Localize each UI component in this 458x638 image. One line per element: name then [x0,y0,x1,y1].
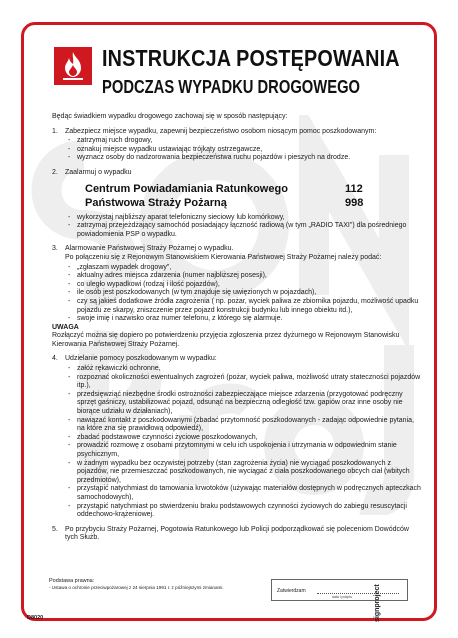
list-item: - „zgłaszam wypadek drogowy", [65,264,422,273]
signature-caption: data i podpis [332,595,352,599]
list-item: - wyznacz osoby do nadzorowania bezpieczeństwa ruchu pojazdów i pieszych na drodze. [65,154,422,163]
section-list [65,365,422,520]
approval-box [271,579,408,601]
legal-basis-title: Podstawa prawna: [49,578,95,584]
section-2 [52,169,422,239]
list-item: - zatrzymaj ruch drogowy, [65,137,422,146]
list-item: - przystąpić natychmiast do tamowania krwotoków (używając materiałów dostępnych w podręcznych apteczkach samochodowych), [65,485,422,502]
section-1 [52,128,422,163]
fire-icon [54,47,92,85]
instruction-sheet [21,22,437,621]
section-text: Po przybyciu Straży Pożarnej, Pogotowia Ratunkowego lub Policji podporządkować się poleceniom Dowódców tych Służb. [65,525,409,542]
list-item: - zbadać podstawowe czynności życiowe poszkodowanych, [65,434,422,443]
section-text: Alarmowanie Państwowej Straży Pożarnej o wypadku. [65,245,234,253]
section-number: 5. [52,525,58,533]
section-number: 4. [52,355,58,363]
list-item: - aktualny adres miejsca zdarzenia (numer najbliższej posesji), [65,272,422,281]
section-4 [52,355,422,519]
section-text: Po połączeniu się z Rejonowym Stanowiskiem Kierowania Państwowej Straży Pożarnej należy podać: [65,253,382,261]
fire-sign [54,47,92,85]
emergency-phone-number: 998 [345,196,364,209]
list-item: - rozpoznać okoliczności ewentualnych zagrożeń (pożar, wyciek paliwa, możliwość utraty stateczności pojazdów itp.), [65,374,422,391]
list-item: - ile osób jest poszkodowanych (w tym znajduje się uwięzionych w pojazdach), [65,289,422,298]
emergency-number-row [85,182,405,196]
section-list [65,214,422,240]
instruction-content [52,113,422,543]
section-text: Zabezpiecz miejsce wypadku, zapewnij bezpieczeństwo osobom niosącym pomoc poszkodowanym: [65,127,377,135]
approval-label: Zatwierdzam [277,588,306,594]
footer [24,575,434,618]
emergency-phone-number: 112 [345,182,363,195]
list-item: - prowadzić rozmowę z osobami przytomnymi w celu ich uspokojenia i utrzymania w odpowiednim stanie psychicznym, [65,442,422,459]
header [54,45,414,105]
list-item: - w żadnym wypadku bez oczywistej potrzeby (stan zagrożenia życia) nie wyciągać poszkodowanych z pojazdów, nie przemieszczać poszkodowanych, nie wyciągać z ciała poszkodowanego obcych ciał (wbitych przedmiotów), [65,460,422,486]
list-item: - przystąpić natychmiast po stwierdzeniu braku podstawowych czynności życiowych do zabiegu resuscytacji oddechowo-krążeniowej. [65,503,422,520]
emergency-number-row [85,196,405,210]
signature-line [317,593,399,594]
section-text: Zaalarmuj o wypadku [65,168,132,176]
page-title: INSTRUKCJA POSTĘPOWANIA [102,45,400,71]
section-number: 3. [52,245,58,253]
intro-text: Będąc świadkiem wypadku drogowego zachowaj się w sposób następujący: [52,113,288,120]
list-item: - czy są jakieś dodatkowe źródła zagrożenia ( np. pożar, wyciek paliwa ze zbiornika pojazdu, możliwość upadku pojazdu ze skarpy, zniszczenie przez pojazd konstrukcji budynku lub innego obiektu itd.), [65,298,422,315]
product-code: D8020 [27,615,44,621]
section-list [65,137,422,163]
warning-text: Rozłączyć można się dopiero po potwierdzeniu przyjęcia zgłoszenia przez dyżurnego w Rejonowym Stanowisku Kierowania Państwowej Straży Pożarnej. [52,332,400,348]
list-item: - zatrzymaj przejeżdżający samochód posiadający łączność radiową (w tym „RADIO TAXI") dla pośredniego powiadomienia PSP o wypadku. [65,222,422,239]
list-item: - oznakuj miejsce wypadku ustawiając trójkąty ostrzegawcze, [65,146,422,155]
list-item: - co uległo wypadkowi (rodzaj i ilość pojazdów), [65,281,422,290]
section-number: 1. [52,127,58,135]
emergency-service-name: Państwowa Straży Pożarną [85,196,227,209]
list-item: - załóż rękawiczki ochronne, [65,365,422,374]
emergency-service-name: Centrum Powiadamiania Ratunkowego [85,182,288,195]
section-3 [52,245,422,323]
page-subtitle: PODCZAS WYPADKU DROGOWEGO [102,77,361,97]
list-item: - przedsięwziąć niezbędne środki ostrożności zabezpieczające miejsce zdarzenia (przygotować podręczny sprzęt gaśniczy, ustabilizować pojazd, odsunąć na bezpieczną odległość tzw. gapiów oraz inne osoby nie biorące udziału w działaniach), [65,391,422,417]
list-item: - swoje imię i nazwisko oraz numer telefonu, z którego się alarmuje. [65,315,422,324]
emergency-numbers [85,182,422,210]
section-text: Udzielanie pomocy poszkodowanym w wypadku: [65,355,217,363]
brand-logo: signproject [374,584,381,622]
section-number: 2. [52,168,58,176]
section-list [65,264,422,324]
legal-basis-text: - Ustawa o ochronie przeciwpożarowej z 24 sierpnia 1991 r. z późniejszymi zmianami. [49,585,224,590]
section-5 [52,526,422,543]
list-item: - wykorzystaj najbliższy aparat telefoniczny sieciowy lub komórkowy, [65,214,422,223]
list-item: - nawiązać kontakt z poszkodowanymi (zbadać przytomność poszkodowanych - zadając odpowiednie pytania, na które zna się prawidłową odpowiedź), [65,417,422,434]
warning-title: UWAGA [52,323,79,331]
